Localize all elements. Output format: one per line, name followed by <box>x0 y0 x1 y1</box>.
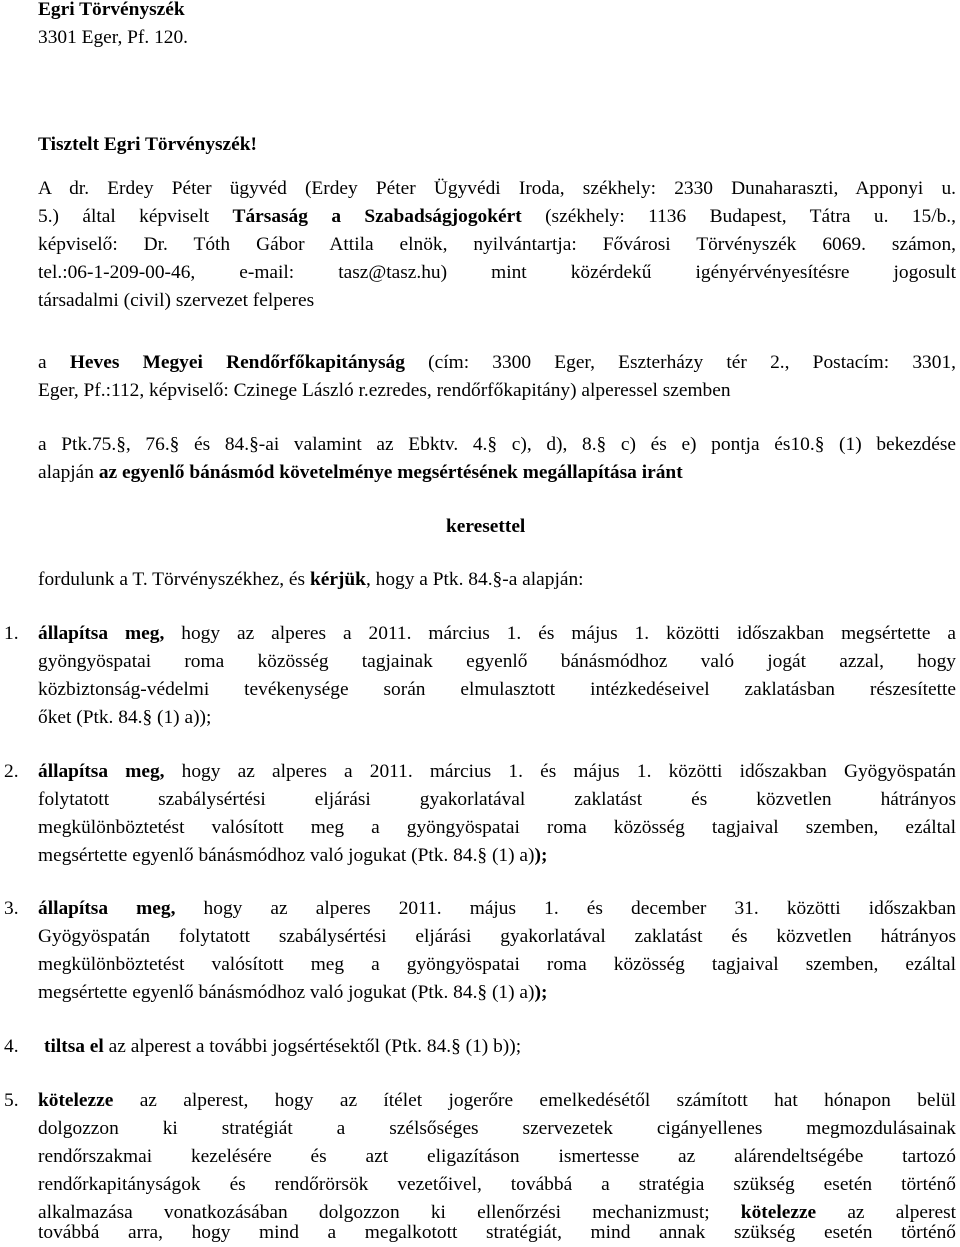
claim-item-5: 5. kötelezze az alperest, hogy az ítélet jogerőre emelkedésétől számított hat hónapon belül <box>4 1087 956 1115</box>
claim-item-line: továbbá arra, hogy mind a megalkotott stratégiát, mind annak szükség esetén történő <box>38 1222 956 1243</box>
intro-line: társadalmi (civil) szervezet felperes <box>38 290 315 311</box>
court-name: Egri Törvényszék <box>38 0 185 20</box>
claim-item-1: 1. állapítsa meg, hogy az alperes a 2011. március 1. és május 1. közötti időszakban megsértette a <box>4 620 956 648</box>
claim-item-4: 4. tiltsa el az alperest a további jogsértésektől (Ptk. 84.§ (1) b)); <box>4 1033 956 1061</box>
request-line: fordulunk a T. Törvényszékhez, és kérjük, hogy a Ptk. 84.§-a alapján: <box>38 569 584 590</box>
claim-item-line: Gyögyöspatán folytatott szabálysértési eljárási gyakorlatával zaklatást és közvetlen hátrányos <box>38 926 956 947</box>
claim-item-line: megkülönböztetést valósított meg a gyöngyöspatai roma közösség tagjaival szemben, ezáltal <box>38 954 956 975</box>
claim-item-line: megkülönböztetést valósított meg a gyöngyöspatai roma közösség tagjaival szemben, ezáltal <box>38 817 956 838</box>
claim-item-3: 3. állapítsa meg, hogy az alperes 2011. május 1. és december 31. közötti időszakban <box>4 895 956 923</box>
item-number: 1. <box>4 623 19 644</box>
item-number: 3. <box>4 898 19 919</box>
salutation: Tisztelt Egri Törvényszék! <box>38 134 258 155</box>
claim-item-line: megsértette egyenlő bánásmódhoz való jogukat (Ptk. 84.§ (1) a)); <box>38 845 548 866</box>
claim-item-line: megsértette egyenlő bánásmódhoz való jogukat (Ptk. 84.§ (1) a)); <box>38 982 548 1003</box>
claim-item-line: gyöngyöspatai roma közösség tagjainak egyenlő bánásmódhoz való jogát azzal, hogy <box>38 651 956 672</box>
claim-item-line: rendőrszakmai kezelésére és azt eligazításon ismertesse az alárendeltségébe tartozó <box>38 1146 956 1167</box>
intro-line: képviselő: Dr. Tóth Gábor Attila elnök, nyilvántartja: Fővárosi Törvényszék 6069. számon, <box>38 234 956 255</box>
legal-basis-line: a Ptk.75.§, 76.§ és 84.§-ai valamint az Ebktv. 4.§ c), d), 8.§ c) és e) pontja és10.§ (1) bekezdése <box>38 434 956 455</box>
defendant-line: a Heves Megyei Rendőrfőkapitányság (cím: 3300 Eger, Eszterházy tér 2., Postacím: 3301, <box>38 352 956 373</box>
defendant-line: Eger, Pf.:112, képviselő: Czinege László r.ezredes, rendőrfőkapitány) alperessel szemben <box>38 380 731 401</box>
court-address: 3301 Eger, Pf. 120. <box>38 27 189 48</box>
item-number: 5. <box>4 1090 19 1111</box>
claim-item-line: alkalmazása vonatkozásában dolgozzon ki ellenőrzési mechanizmust; kötelezze az alperest <box>38 1202 956 1223</box>
item-number: 2. <box>4 761 19 782</box>
intro-line: 5.) által képviselt Társaság a Szabadságjogokért (székhely: 1136 Budapest, Tátra u. 15/b., <box>38 206 956 227</box>
claim-item-line: közbiztonság-védelmi tevékenysége során elmulasztott intézkedéseivel zaklatásban részesítette <box>38 679 956 700</box>
item-number: 4. <box>4 1036 19 1057</box>
intro-line: A dr. Erdey Péter ügyvéd (Erdey Péter Ügyvédi Iroda, székhely: 2330 Dunaharaszti, Apponyi u. <box>38 178 956 199</box>
claim-item-line: őket (Ptk. 84.§ (1) a)); <box>38 707 212 728</box>
claim-item-line: folytatott szabálysértési eljárási gyakorlatával zaklatást és közvetlen hátrányos <box>38 789 956 810</box>
legal-basis-line: alapján az egyenlő bánásmód követelménye megsértésének megállapítása iránt <box>38 462 683 483</box>
claim-item-line: rendőrkapitányságok és rendőrörsök vezetőivel, továbbá a stratégia szükség esetén történő <box>38 1174 956 1195</box>
intro-line: tel.:06-1-209-00-46, e-mail: tasz@tasz.hu) mint közérdekű igényérvényesítésre jogosult <box>38 262 956 283</box>
claim-item-line: dolgozzon ki stratégiát a szélsőséges szervezetek cigányellenes megmozdulásainak <box>38 1118 956 1139</box>
claim-title: keresettel <box>446 516 526 537</box>
claim-item-2: 2. állapítsa meg, hogy az alperes a 2011. március 1. és május 1. közötti időszakban Gyögyöspatán <box>4 758 956 786</box>
